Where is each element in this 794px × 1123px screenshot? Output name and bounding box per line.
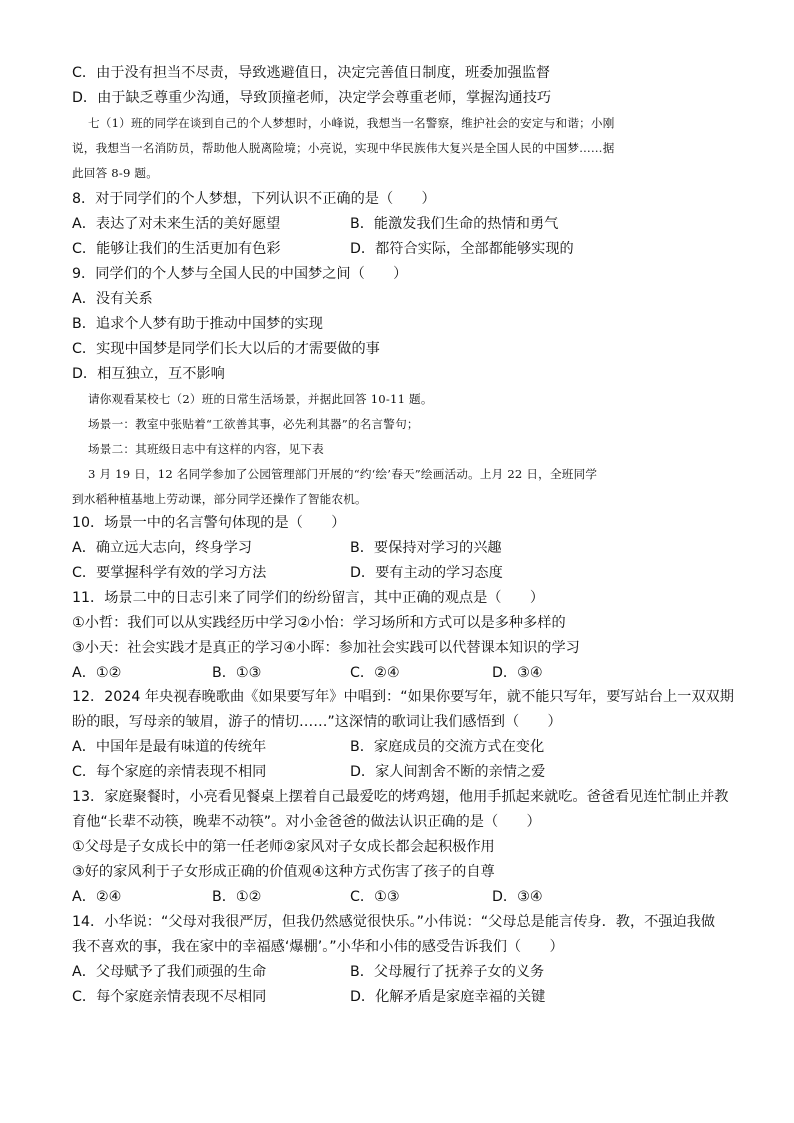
q14-option-a: A．父母赋予了我们顽强的生命 xyxy=(72,964,267,980)
q8-option-d: D．都符合实际，全部都能够实现的 xyxy=(350,241,574,257)
q11-option-d: D．③④ xyxy=(492,665,543,681)
q13-statements-2: ③好的家风利于子女形成正确的价值观④这种方式伤害了孩子的自尊 xyxy=(72,864,495,880)
question-8: 8．对于同学们的个人梦想，下列认识不正确的是（ ） xyxy=(72,191,436,207)
q10-option-c: C．要掌握科学有效的学习方法 xyxy=(72,565,267,581)
q12-option-b: B．家庭成员的交流方式在变化 xyxy=(350,739,545,755)
q11-option-c: C．②④ xyxy=(350,665,400,681)
q7-option-d: D．由于缺乏尊重少沟通，导致顶撞老师，决定学会尊重老师，掌握沟通技巧 xyxy=(72,90,552,106)
q10-option-a: A．确立远大志向，终身学习 xyxy=(72,540,252,556)
q9-option-d: D．相互独立，互不影响 xyxy=(72,366,225,382)
q13-option-d: D．③④ xyxy=(492,889,543,905)
q13-statements-1: ①父母是子女成长中的第一任老师②家风对子女成长都会起积极作用 xyxy=(72,839,495,855)
q8-option-b: B．能激发我们生命的热情和勇气 xyxy=(350,216,559,232)
question-13-line-2: 育他“长辈不动筷，晚辈不动筷”。对小金爸爸的做法认识正确的是（ ） xyxy=(72,814,541,830)
q12-option-a: A．中国年是最有味道的传统年 xyxy=(72,739,267,755)
question-13-line-1: 13．家庭聚餐时，小亮看见餐桌上摆着自己最爱吃的烤鸡翅，他用手抓起来就吃。爸爸看见连忙制止并教 xyxy=(72,789,729,805)
q13-option-b: B．①② xyxy=(212,889,262,905)
passage-1-line-2: 说，我想当一名消防员，帮助他人脱离险境；小亮说，实现中华民族伟大复兴是全国人民的中国梦……据 xyxy=(72,141,615,155)
q12-option-d: D．家人间割舍不断的亲情之爱 xyxy=(350,764,546,780)
question-11: 11．场景二中的日志引来了同学们的纷纷留言，其中正确的观点是（ ） xyxy=(72,590,545,606)
q9-option-a: A．没有关系 xyxy=(72,291,153,307)
q11-option-a: A．①② xyxy=(72,665,122,681)
q8-option-c: C．能够让我们的生活更加有色彩 xyxy=(72,241,281,257)
q8-option-a: A．表达了对未来生活的美好愿望 xyxy=(72,216,281,232)
question-14-line-2: 我不喜欢的事，我在家中的幸福感‘爆棚’。”小华和小伟的感受告诉我们（ ） xyxy=(72,939,564,955)
question-12-line-1: 12．2024 年央视春晚歌曲《如果要写年》中唱到：“如果你要写年，就不能只写年，要写站台上一双双期 xyxy=(72,689,734,705)
passage-1-line-1: 七（1）班的同学在谈到自己的个人梦想时，小峰说，我想当一名警察，维护社会的安定与和谐；小刚 xyxy=(88,116,615,130)
q14-option-d: D．化解矛盾是家庭幸福的关键 xyxy=(350,989,546,1005)
q9-option-b: B．追求个人梦有助于推动中国梦的实现 xyxy=(72,316,323,332)
q9-option-c: C．实现中国梦是同学们长大以后的才需要做的事 xyxy=(72,341,380,357)
q13-option-a: A．②④ xyxy=(72,889,122,905)
q14-option-c: C．每个家庭亲情表现不尽相同 xyxy=(72,989,267,1005)
passage-2-scene-2: 场景二：其班级日志中有这样的内容，见下表 xyxy=(88,442,324,456)
q13-option-c: C．①③ xyxy=(350,889,400,905)
passage-2-log-line-1: 3 月 19 日，12 名同学参加了公园管理部门开展的“约‘绘’春天”绘画活动。上月 22 日，全班同学 xyxy=(88,467,598,481)
q14-option-b: B．父母履行了抚养子女的义务 xyxy=(350,964,545,980)
passage-2-log-line-2: 到水稻种植基地上劳动课，部分同学还操作了智能农机。 xyxy=(72,492,367,506)
q10-option-b: B．要保持对学习的兴趣 xyxy=(350,540,502,556)
question-12-line-2: 盼的眼，写母亲的皱眉，游子的情切……”这深情的歌词让我们感悟到（ ） xyxy=(72,714,562,730)
question-9: 9．同学们的个人梦与全国人民的中国梦之间（ ） xyxy=(72,266,408,282)
passage-2-intro: 请你观看某校七（2）班的日常生活场景，并据此回答 10-11 题。 xyxy=(88,392,433,406)
passage-1-line-3: 此回答 8-9 题。 xyxy=(72,166,159,180)
q11-statements-2: ③小天：社会实践才是真正的学习④小晖：参加社会实践可以代替课本知识的学习 xyxy=(72,640,580,656)
q10-option-d: D．要有主动的学习态度 xyxy=(350,565,503,581)
q7-option-c: C．由于没有担当不尽责，导致逃避值日，决定完善值日制度，班委加强监督 xyxy=(72,65,551,81)
question-14-line-1: 14．小华说：“父母对我很严厉，但我仍然感觉很快乐。”小伟说：“父母总是能言传身．教，不强迫我做 xyxy=(72,914,716,930)
q12-option-c: C．每个家庭的亲情表现不相同 xyxy=(72,764,267,780)
question-10: 10．场景一中的名言警句体现的是（ ） xyxy=(72,515,346,531)
q11-statements-1: ①小哲：我们可以从实践经历中学习②小怡：学习场所和方式可以是多种多样的 xyxy=(72,615,566,631)
passage-2-scene-1: 场景一：教室中张贴着“工欲善其事，必先利其器”的名言警句； xyxy=(88,417,419,431)
q11-option-b: B．①③ xyxy=(212,665,262,681)
